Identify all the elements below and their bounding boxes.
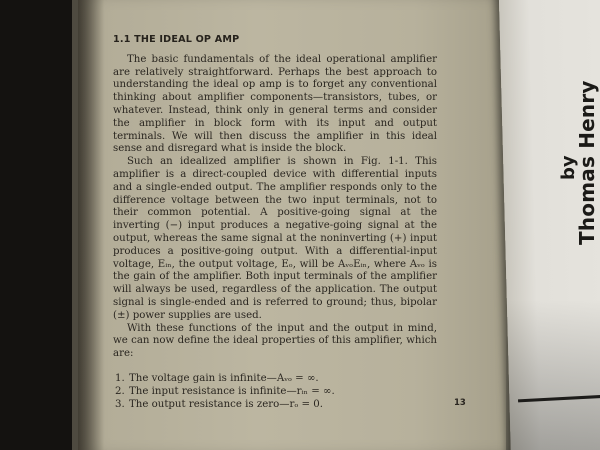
ideal-properties-list [113,373,437,411]
page-number: 13 [454,398,466,408]
section-heading: 1.1 THE IDEAL OP AMP [113,34,240,45]
byline-author: Thomas Henry [575,80,599,245]
byline-by: by [558,155,579,180]
list-item: 3. The output resistance is zero—rₒ = 0. [115,398,323,410]
page-gutter-shadow [78,0,104,450]
page-content [113,34,437,411]
list-item: 1. The voltage gain is infinite—Aᵥₒ = ∞. [115,372,319,384]
paragraph-1: The basic fundamentals of the ideal operational amplifier are relatively straightforward. Perhaps the best approach to understanding the ideal op amp is to forget any conventional thinking about amplifier components—transistors, tubes, or whatever. Instead, think only in general terms and consider the amplifier in block form with its input and output terminals. We will then discuss the amplifier in this ideal sense and disregard what is inside the block. [113,53,437,155]
list-item: 2. The input resistance is infinite—rᵢₙ = ∞. [115,385,335,397]
paragraph-2: Such an idealized amplifier is shown in Fig. 1-1. This amplifier is a direct-coupled device with differential inputs and a single-ended output. The amplifier responds only to the difference voltage between the two input terminals, not to their common potential. A positive-going signal at the inverting (−) input produces a negative-going signal at the output, whereas the same signal at the noninverting (+) input produces a positive-going output. With a differential-input voltage, Eᵢₙ, the output voltage, Eₒ, will be AᵥₒEᵢₙ, where Aᵥₒ is the gain of the amplifier. Both input terminals of the amplifier will always be used, regardless of the application. The output signal is single-ended and is referred to ground; thus, bipolar (±) power supplies are used. [113,156,437,321]
paragraph-3: With these functions of the input and the output in mind, we can now define the ideal properties of this amplifier, which are: [113,322,437,360]
